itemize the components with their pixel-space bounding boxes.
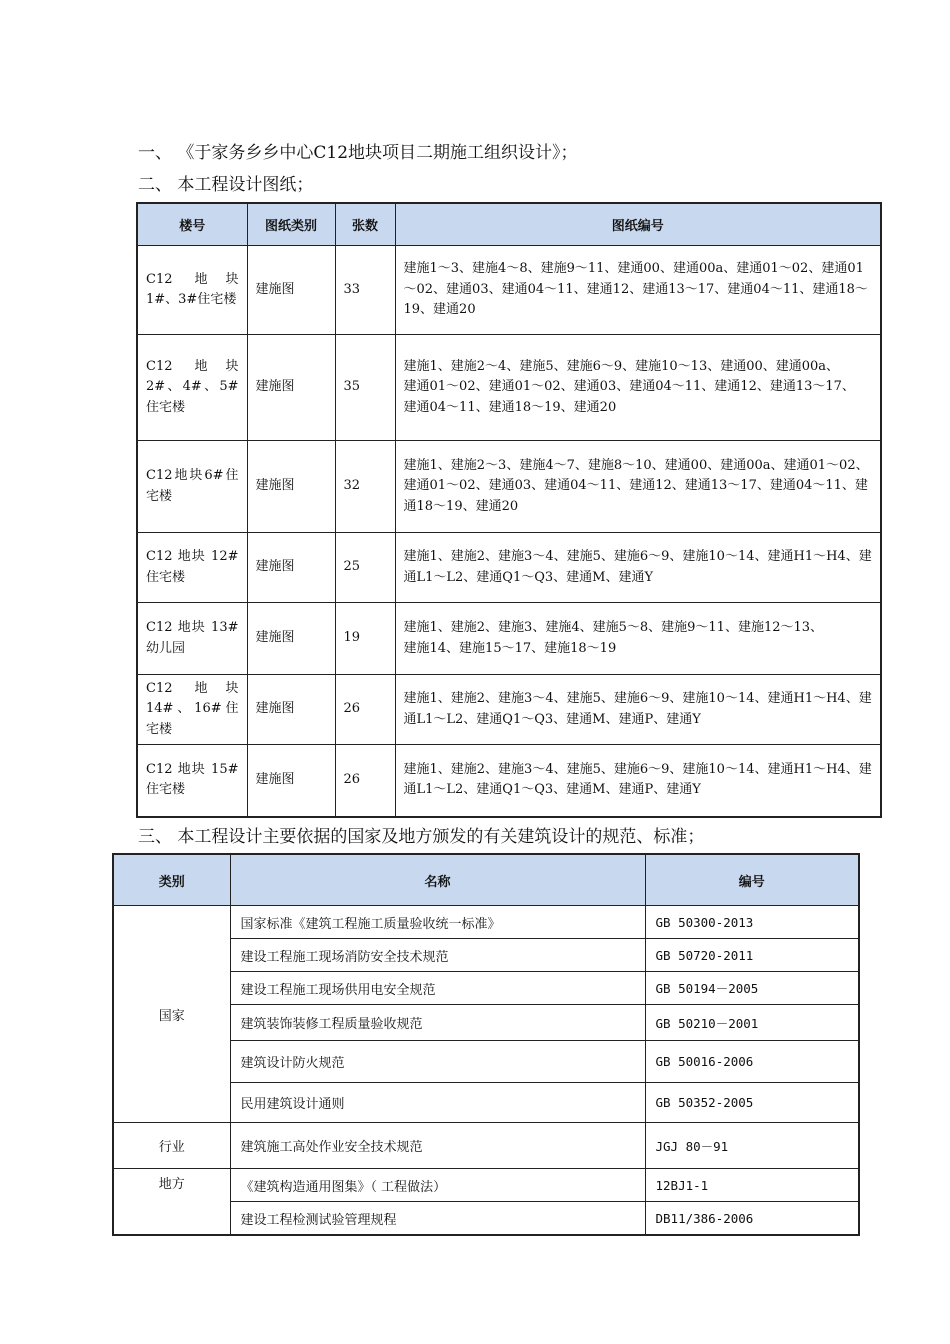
standard-code: GB 50210－2001 [645,1005,859,1041]
col-header-codes: 图纸编号 [395,203,881,246]
building-cell: C12 地块 12#住宅楼 [137,533,247,603]
standard-name: 建筑施工高处作业安全技术规范 [230,1123,645,1169]
standard-code: DB11/386-2006 [645,1202,859,1236]
col-header-code: 编号 [645,854,859,906]
table-row [113,1169,859,1202]
table-header-row [137,203,881,246]
standard-code: GB 50194－2005 [645,972,859,1005]
col-header-category: 图纸类别 [247,203,335,246]
count-cell: 33 [335,246,395,335]
standard-code: GB 50352-2005 [645,1083,859,1123]
table-row [113,906,859,939]
count-cell: 19 [335,603,395,675]
standard-name: 建筑装饰装修工程质量验收规范 [230,1005,645,1041]
table-row [137,246,881,335]
codes-cell: 建施1、建施2、建施3～4、建施5、建施6～9、建施10～14、建通H1～H4、建通L1～L2、建通Q1～Q3、建通M、建通P、建通Y [395,675,881,745]
count-cell: 26 [335,745,395,817]
standard-code: GB 50300-2013 [645,906,859,939]
group-national: 国家 [113,906,230,1123]
heading-1: 一、 《于家务乡乡中心C12地块项目二期施工组织设计》； [138,143,578,163]
table-header-row [113,854,859,906]
col-header-count: 张数 [335,203,395,246]
col-header-building: 楼号 [137,203,247,246]
standard-name: 建设工程施工现场供用电安全规范 [230,972,645,1005]
codes-cell: 建施1、建施2～4、建施5、建施6～9、建施10～13、建通00、建通00a、 建通01～02、建通01～02、建通03、建通04～11、建通12、建通13～17、 建通04～11、建通18～19、建通20 [395,335,881,441]
table-row [137,441,881,533]
count-cell: 26 [335,675,395,745]
category-cell: 建施图 [247,335,335,441]
standard-code: GB 50720-2011 [645,939,859,972]
standard-code: JGJ 80－91 [645,1123,859,1169]
table-row [137,533,881,603]
standard-name: 《建筑构造通用图集》（ 工程做法） [230,1169,645,1202]
count-cell: 25 [335,533,395,603]
codes-cell: 建施1、建施2、建施3、建施4、建施5～8、建施9～11、建施12～13、 建施14、建施15～17、建施18～19 [395,603,881,675]
category-cell: 建施图 [247,533,335,603]
building-cell: C12 地块 1#、3#住宅楼 [137,246,247,335]
codes-cell: 建施1、建施2、建施3～4、建施5、建施6～9、建施10～14、建通H1～H4、建通L1～L2、建通Q1～Q3、建通M、建通Y [395,533,881,603]
group-local: 地方 [113,1169,230,1236]
codes-cell: 建施1、建施2～3、建施4～7、建施8～10、建通00、建通00a、建通01～02、建通01～02、建通03、建通04～11、建通12、建通13～17、建通04～11、建通18～19、建通20 [395,441,881,533]
category-cell: 建施图 [247,675,335,745]
codes-cell: 建施1～3、建施4～8、建施9～11、建通00、建通00a、建通01～02、建通01～02、建通03、建通04～11、建通12、建通13～17、建通04～11、建通18～19、建通20 [395,246,881,335]
building-cell: C12 地块 2#、4#、5#住宅楼 [137,335,247,441]
building-cell: C12 地块 13#幼儿园 [137,603,247,675]
category-cell: 建施图 [247,603,335,675]
count-cell: 32 [335,441,395,533]
table-row [137,335,881,441]
standard-name: 民用建筑设计通则 [230,1083,645,1123]
building-cell: C12 地块 14#、16#住宅楼 [137,675,247,745]
standard-name: 建设工程检测试验管理规程 [230,1202,645,1236]
col-header-type: 类别 [113,854,230,906]
standard-name: 国家标准《建筑工程施工质量验收统一标准》 [230,906,645,939]
standard-code: GB 50016-2006 [645,1041,859,1083]
table-row [137,675,881,745]
col-header-name: 名称 [230,854,645,906]
table-row [137,603,881,675]
codes-cell: 建施1、建施2、建施3～4、建施5、建施6～9、建施10～14、建通H1～H4、建通L1～L2、建通Q1～Q3、建通M、建通P、建通Y [395,745,881,817]
heading-2: 二、 本工程设计图纸； [138,175,314,195]
standards-table [112,853,860,1236]
category-cell: 建施图 [247,745,335,817]
standard-name: 建筑设计防火规范 [230,1041,645,1083]
standard-code: 12BJ1-1 [645,1169,859,1202]
table-row [137,745,881,817]
count-cell: 35 [335,335,395,441]
table-row [113,1123,859,1169]
group-industry: 行业 [113,1123,230,1169]
heading-3: 三、 本工程设计主要依据的国家及地方颁发的有关建筑设计的规范、标准； [138,827,705,847]
category-cell: 建施图 [247,246,335,335]
category-cell: 建施图 [247,441,335,533]
drawings-table [136,202,882,818]
building-cell: C12 地块 15#住宅楼 [137,745,247,817]
building-cell: C12地块6#住宅楼 [137,441,247,533]
standard-name: 建设工程施工现场消防安全技术规范 [230,939,645,972]
